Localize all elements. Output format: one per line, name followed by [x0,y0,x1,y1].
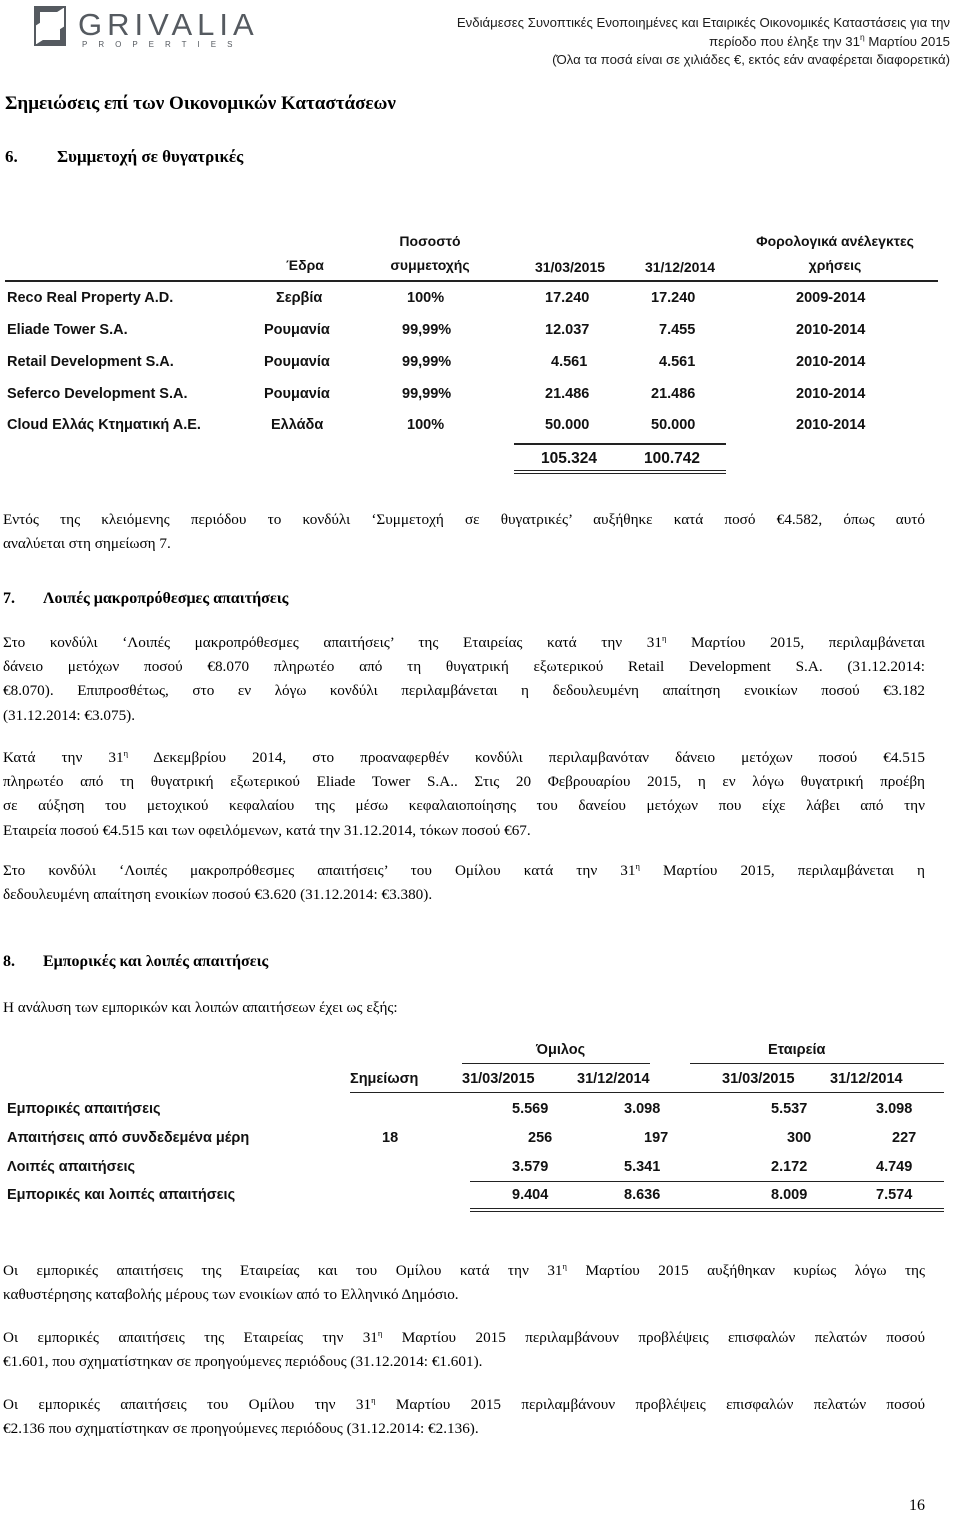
section-8-title: Εμπορικές και λοιπές απαιτήσεις [43,953,269,970]
text-line: δάνειο μετόχων ποσού €8.070 πληρωτέο από τη θυγατρική εξωτερικού Retail Development S.A. (31.12.2014: [3,658,925,676]
row-value: 3.098 [876,1101,913,1117]
row-share: 99,99% [402,322,452,338]
header-date: 31/12/2014 [830,1071,903,1087]
group-underline [462,1063,650,1064]
header-share-line1: Ποσοστό [399,233,461,249]
receivables-table [0,1040,960,1220]
text-segment: Δεκεμβρίου 2014, στο προαναφερθέν κονδύλι περιλαμβανόταν δάνειο μετόχων ποσού €4.515 [128,749,925,766]
text-segment: Οι εμπορικές απαιτήσεις της Εταιρείας την 31 [3,1329,378,1346]
text-segment: Μαρτίου 2015 περιλαμβάνουν προβλέψεις επισφαλών πελατών ποσού [375,1396,925,1413]
text-segment: Μαρτίου 2015 περιλαμβάνουν προβλέψεις επισφαλών πελατών ποσού [382,1329,925,1346]
total-double-underline [514,470,726,474]
text-segment: Οι εμπορικές απαιτήσεις της Εταιρείας και του Ομίλου κατά την 31 [3,1262,563,1279]
text-line [3,631,925,655]
total-2014: 100.742 [644,450,701,467]
company-label: Εταιρεία [768,1042,826,1058]
row-value: 197 [644,1130,669,1146]
row-value-2015: 17.240 [545,290,590,306]
row-share: 99,99% [402,386,452,402]
paragraph-note-8-intro [3,996,925,1020]
section-6-title: Συμμετοχή σε θυγατρικές [57,147,244,166]
row-note: 18 [382,1130,399,1146]
logo-mark-icon [34,6,68,46]
paragraph-note-7c [3,859,925,907]
superscript: η [661,633,667,643]
section-8-number: 8. [3,953,15,970]
header-line-2-pre: περίοδο που έληξε την 31 [709,33,860,49]
row-share: 100% [407,417,445,433]
superscript: η [562,1261,567,1271]
superscript: η [371,1395,376,1405]
header-line-3: (Όλα τα ποσά είναι σε χιλιάδες €, εκτός εάν αναφέρεται διαφορετικά) [552,52,950,67]
text-segment: Μαρτίου 2015 αυξήθηκαν κυρίως λόγω της [566,1262,926,1279]
row-tax-years: 2009-2014 [796,290,866,306]
text-line: Εταιρεία ποσού €4.515 και των οφειλόμενων, κατά την 31.12.2014, τόκων ποσού €67. [3,821,531,839]
header-underline [5,280,938,282]
text-line: (31.12.2014: €3.075). [3,706,136,724]
header-date-2015: 31/03/2015 [534,259,606,275]
text-line: €1.601, που σχηματίστηκαν σε προηγούμενες περιόδους (31.12.2014: €1.601). [3,1353,483,1371]
paragraph-note-8c [3,1393,925,1441]
row-share: 100% [407,290,445,306]
row-tax-years: 2010-2014 [796,386,866,402]
total-top-line [514,443,726,445]
row-label: Λοιπές απαιτήσεις [7,1159,136,1175]
header-date: 31/03/2015 [462,1071,535,1087]
row-value: 4.749 [876,1159,913,1175]
row-tax-years: 2010-2014 [796,354,866,370]
group-label: Όμιλος [536,1042,586,1058]
row-name: Reco Real Property A.D. [7,290,174,306]
logo-subtitle: PROPERTIES [82,40,244,49]
row-value-2015: 21.486 [545,386,590,402]
row-name: Cloud Ελλάς Κτηματική Α.Ε. [7,417,201,433]
section-7-title: Λοιπές μακροπρόθεσμες απαιτήσεις [43,590,289,607]
text-line [3,1393,925,1417]
row-tax-years: 2010-2014 [796,417,866,433]
row-name: Retail Development S.A. [7,354,174,370]
total-value: 7.574 [876,1187,913,1203]
row-value-2014: 17.240 [651,290,696,306]
total-double-underline [470,1208,944,1212]
row-tax-years: 2010-2014 [796,322,866,338]
paragraph-note-8a [3,1259,925,1307]
header-date: 31/12/2014 [577,1071,650,1087]
row-value: 300 [787,1130,812,1146]
text-line: Η ανάλυση των εμπορικών και λοιπών απαιτήσεων έχει ως εξής: [3,999,398,1016]
header-date: 31/03/2015 [722,1071,795,1087]
row-share: 99,99% [402,354,452,370]
text-line: €8.070). Επιπροσθέτως, στο εν λόγω κονδύλι περιλαμβάνεται η δεδουλευμένη απαίτηση ενοικίων ποσού €3.182 [3,682,925,700]
row-value: 5.569 [512,1101,549,1117]
text-segment: Οι εμπορικές απαιτήσεις του Ομίλου την 31 [3,1396,372,1413]
subsidiaries-table [0,228,960,478]
row-value-2014: 4.561 [659,354,696,370]
row-value: 5.537 [771,1101,808,1117]
header-line-1: Ενδιάμεσες Συνοπτικές Ενοποιημένες και Εταιρικές Οικονομικές Καταστάσεις για την [456,15,950,30]
row-seat: Σερβία [276,290,323,306]
section-6-heading [5,147,243,167]
total-value: 8.009 [771,1187,808,1203]
text-line: σε αύξηση του μετοχικού κεφαλαίου της μέσω κεφαλαιοποίησης του δανείου μετόχων που είχε λάβει από την [3,797,925,815]
header-line-2-sup: η [859,31,865,42]
text-segment: Στο κονδύλι ‘Λοιπές μακροπρόθεσμες απαιτήσεις’ του Ομίλου κατά την 31 [3,862,636,879]
row-seat: Ελλάδα [271,417,324,433]
company-underline [690,1063,944,1064]
header-line-2-post: Μαρτίου 2015 [864,33,950,49]
row-value-2014: 21.486 [651,386,696,402]
text-segment: Στο κονδύλι ‘Λοιπές μακροπρόθεσμες απαιτήσεις’ της Εταιρείας κατά την 31 [3,634,662,651]
row-value-2014: 7.455 [659,322,696,338]
text-line: €2.136 που σχηματίστηκαν σε προηγούμενες περιόδους (31.12.2014: €2.136). [3,1420,479,1438]
header-tax-line1: Φορολογικά ανέλεγκτες [756,233,914,249]
paragraph-note-6 [3,508,925,556]
section-6-number: 6. [5,147,18,166]
section-8-heading [3,953,268,971]
page-title: Σημειώσεις επί των Οικονομικών Καταστάσεων [5,93,396,114]
text-line: καθυστέρησης καταβολής μέρους των ενοικίων από το Ελληνικό Δημόσιο. [3,1286,459,1304]
text-line [3,859,925,883]
paragraph-note-7a [3,631,925,728]
text-line: Εντός της κλειόμενης περιόδου το κονδύλι ‘Συμμετοχή σε θυγατρικές’ αυξήθηκε κατά ποσό €4.582, όπως αυτό [3,511,925,528]
row-name: Eliade Tower S.A. [7,322,128,338]
row-value-2015: 12.037 [545,322,590,338]
header-date-2014: 31/12/2014 [644,259,716,275]
page-number: 16 [909,1497,925,1513]
text-line: πληρωτέο από τη θυγατρική εξωτερικού Eliade Tower S.A.. Στις 20 Φεβρουαρίου 2015, η εν λόγω θυγατρική προέβη [3,773,925,791]
text-line [3,1259,925,1283]
text-line [3,746,925,770]
report-header [390,14,950,70]
row-value-2014: 50.000 [651,417,696,433]
text-segment: Κατά την 31 [3,749,124,766]
row-value: 256 [528,1130,553,1146]
row-label: Απαιτήσεις από συνδεδεμένα μέρη [7,1130,250,1146]
row-value: 227 [892,1130,917,1146]
superscript: η [377,1328,383,1338]
superscript: η [635,861,640,871]
text-line: αναλύεται στη σημείωση 7. [3,535,171,553]
row-seat: Ρουμανία [264,322,330,338]
total-value: 8.636 [624,1187,661,1203]
total-value: 9.404 [512,1187,549,1203]
superscript: η [123,748,129,758]
paragraph-note-7b [3,746,925,843]
row-value: 3.098 [624,1101,661,1117]
row-value: 5.341 [624,1159,661,1175]
header-line-2 [390,33,950,52]
text-line: δεδουλευμένη απαίτηση ενοικίων ποσού €3.620 (31.12.2014: €3.380). [3,886,433,904]
row-name: Seferco Development S.A. [7,386,188,402]
row-value: 2.172 [771,1159,808,1175]
row-seat: Ρουμανία [264,354,330,370]
total-top-line [470,1181,944,1182]
paragraph-note-8b [3,1326,925,1374]
total-2015: 105.324 [541,450,598,467]
header-tax-line2: χρήσεις [808,257,862,273]
row-label: Εμπορικές απαιτήσεις [7,1101,161,1117]
header-share-line2: συμμετοχής [390,257,470,273]
section-7-heading [3,590,288,608]
header-underline [350,1092,944,1093]
row-value-2015: 4.561 [551,354,588,370]
header-note: Σημείωση [350,1071,419,1087]
text-segment: Μαρτίου 2015, περιλαμβάνεται [666,634,926,651]
row-seat: Ρουμανία [264,386,330,402]
text-segment: Μαρτίου 2015, περιλαμβάνεται η [639,862,925,879]
section-7-number: 7. [3,590,15,607]
header-seat: Έδρα [286,257,324,273]
logo-name: GRIVALIA [78,7,259,42]
text-line [3,1326,925,1350]
total-label: Εμπορικές και λοιπές απαιτήσεις [7,1187,236,1203]
row-value: 3.579 [512,1159,549,1175]
row-value-2015: 50.000 [545,417,590,433]
company-logo [34,6,259,49]
